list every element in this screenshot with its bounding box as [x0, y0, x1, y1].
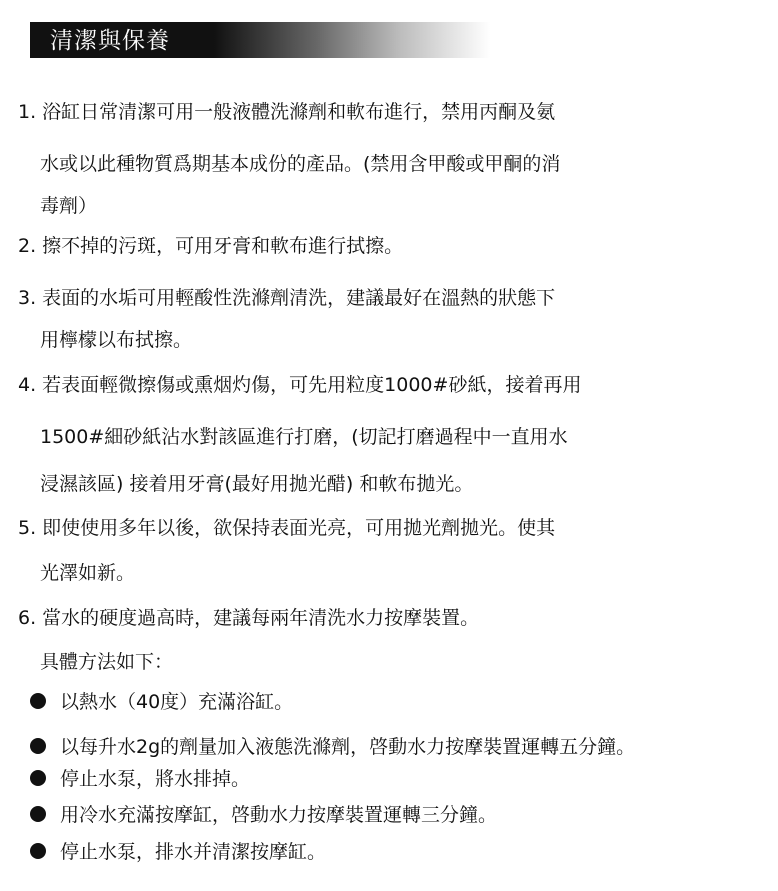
bullet-dot-icon: [30, 693, 46, 709]
item-6-line-1: 6. 當水的硬度過高時，建議每兩年清洗水力按摩裝置。: [18, 607, 480, 629]
section-title: 清潔與保養: [50, 28, 170, 54]
item-6-line-2: 具體方法如下：: [40, 651, 174, 673]
bullet-item-3: [30, 767, 250, 791]
bullet-text: 停止水泵，將水排掉。: [60, 768, 251, 790]
item-2-line-1: 2. 擦不掉的污斑，可用牙膏和軟布進行拭擦。: [18, 235, 404, 257]
bullet-dot-icon: [30, 738, 46, 754]
bullet-dot-icon: [30, 806, 46, 822]
item-4-line-1: 4. 若表面輕微擦傷或熏烟灼傷，可先用粒度1000#砂紙，接着再用: [18, 374, 582, 396]
item-3-line-2: 用檸檬以布拭擦。: [40, 329, 193, 351]
item-5-line-1: 5. 即使使用多年以後，欲保持表面光亮，可用拋光劑拋光。使其: [18, 517, 556, 539]
bullet-text: 用冷水充滿按摩缸，啓動水力按摩裝置運轉三分鐘。: [60, 804, 498, 826]
item-4-line-2: 1500#細砂紙沾水對該區進行打磨，(切記打磨過程中一直用水: [40, 426, 568, 448]
bullet-item-5: [30, 840, 326, 864]
bullet-dot-icon: [30, 843, 46, 859]
item-1-line-3: 毒劑）: [40, 195, 98, 217]
bullet-item-2: [30, 735, 635, 759]
item-1-line-2: 水或以此種物質爲期基本成份的產品。(禁用含甲酸或甲酮的消: [40, 153, 561, 175]
item-3-line-1: 3. 表面的水垢可用輕酸性洗滌劑清洗，建議最好在溫熱的狀態下: [18, 287, 556, 309]
bullet-text: 以熱水（40度）充滿浴缸。: [60, 691, 294, 713]
item-5-line-2: 光澤如新。: [40, 562, 136, 584]
bullet-dot-icon: [30, 770, 46, 786]
bullet-text: 停止水泵，排水并清潔按摩缸。: [60, 841, 327, 863]
bullet-item-4: [30, 803, 497, 827]
bullet-item-1: [30, 690, 293, 714]
bullet-text: 以每升水2g的劑量加入液態洗滌劑，啓動水力按摩裝置運轉五分鐘。: [60, 736, 636, 758]
item-4-line-3: 浸濕該區) 接着用牙膏(最好用拋光醋) 和軟布拋光。: [40, 473, 474, 495]
item-1-line-1: 1. 浴缸日常清潔可用一般液體洗滌劑和軟布進行，禁用丙酮及氨: [18, 101, 556, 123]
